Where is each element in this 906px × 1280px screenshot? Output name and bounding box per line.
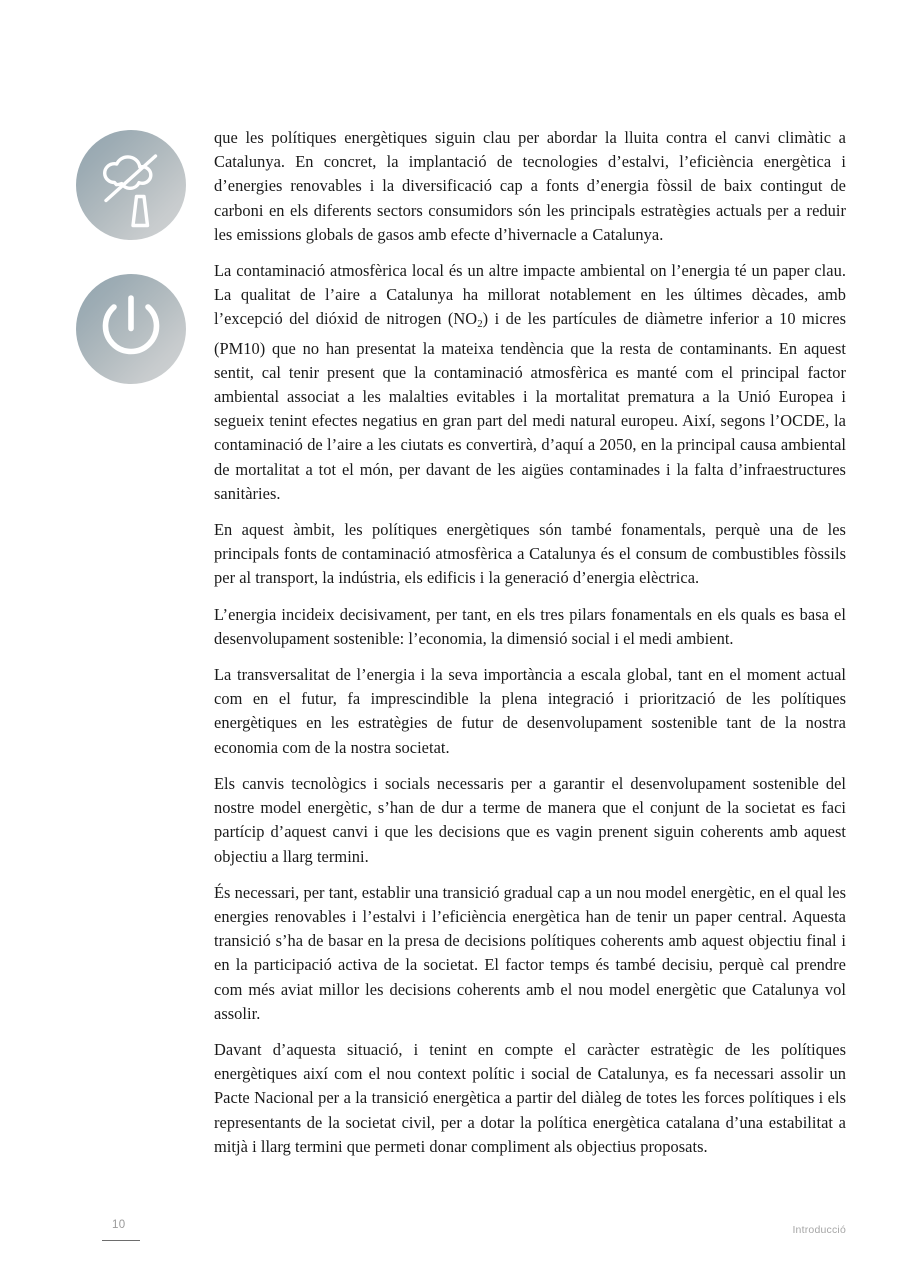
paragraph: En aquest àmbit, les polítiques energètiques són també fonamentals, perquè una de les principals fonts de contaminació atmosfèrica a Catalunya és el consum de combustibles fòssils per al transport, la indústria, els edificis i la generació d’energia elèctrica.	[214, 520, 846, 588]
subscript-two: 2	[477, 318, 483, 331]
paragraph-part-after-subscript: ) i de les partícules de diàmetre inferior a 10 micres (PM10) que no han presentat la mateixa tendència que la resta de contaminants. En aquest sentit, cal tenir present que la contaminació atmosfèrica es manté com el principal factor ambiental associat a les malalties evitables i la mortalitat prematura a la Unió Europea i segueix tenint efectes negatius en gran part del medi natural europeu. Així, segons l’OCDE, la contaminació de l’aire a les ciutats es convertirà, d’aquí a 2050, en la principal causa ambiental de mortalitat a tot el món, per davant de les aigües contaminades i la falta d’infraestructures sanitàries.	[214, 309, 846, 503]
paragraph: L’energia incideix decisivament, per tant, en els tres pilars fonamentals en els quals es basa el desenvolupament sostenible: l’economia, la dimensió social i el medi ambient.	[214, 604, 846, 648]
footer-section-label: Introducció	[792, 1224, 846, 1236]
paragraph: Els canvis tecnològics i socials necessaris per a garantir el desenvolupament sostenible del nostre model energètic, s’han de dur a terme de manera que el conjunt de la societat es faci partícip d’aquest canvi i que les decisions que es vagin prenent siguin coherents amb aquest objectiu a llarg termini.	[214, 773, 846, 866]
power-button-icon	[76, 274, 186, 384]
paragraph: Davant d’aquesta situació, i tenint en compte el caràcter estratègic de les polítiques energètiques així com el nou context polític i social de Catalunya, es fa necessari assolir un Pacte Nacional per a la transició energètica a partir del diàleg de totes les forces polítiques i els representants de la societat civil, per a dotar la política energètica catalana d’una estabilitat a mitjà i llarg termini que permeti donar compliment als objectius proposats.	[214, 1039, 846, 1156]
paragraph: És necessari, per tant, establir una transició gradual cap a un nou model energètic, en el qual les energies renovables i l’estalvi i l’eficiència energètica han de tenir un paper central. Aquesta transició s’ha de basar en la presa de decisions polítiques coherents amb aquest objectiu final i en la participació activa de la societat. El factor temps és també decisiu, perquè cal prendre com més aviat millor les decisions coherents amb el nou model energètic que Catalunya vol assolir.	[214, 882, 846, 1023]
paragraph	[214, 259, 846, 506]
footer-divider	[102, 1240, 140, 1241]
paragraph: La transversalitat de l’energia i la seva importància a escala global, tant en el moment actual com en el futur, fa imprescindible la plena integració i priorització de les polítiques energètiques en les estratègies de futur de desenvolupament sostenible tant de la nostra economia com de la nostra societat.	[214, 665, 846, 757]
margin-icon-column	[76, 130, 188, 418]
body-text-column	[214, 126, 846, 1159]
page-number: 10	[112, 1219, 126, 1231]
no-emissions-icon	[76, 130, 186, 240]
paragraph: que les polítiques energètiques siguin clau per abordar la lluita contra el canvi climàtic a Catalunya. En concret, la implantació de tecnologies d’estalvi, l’eficiència energètica i d’energies renovables i la diversificació cap a fonts d’energia fòssil de baix contingut de carboni en els diferents sectors consumidors són les principals estratègies actuals per a reduir les emissions globals de gasos amb efecte d’hivernacle a Catalunya.	[214, 128, 846, 244]
paragraph-part-before-subscript: La contaminació atmosfèrica local és un altre impacte ambiental on l’energia té un paper clau. La qualitat de l’aire a Catalunya ha millorat notablement en les últimes dècades, amb l’excepció del dióxid de nitrogen (NO	[214, 261, 846, 329]
